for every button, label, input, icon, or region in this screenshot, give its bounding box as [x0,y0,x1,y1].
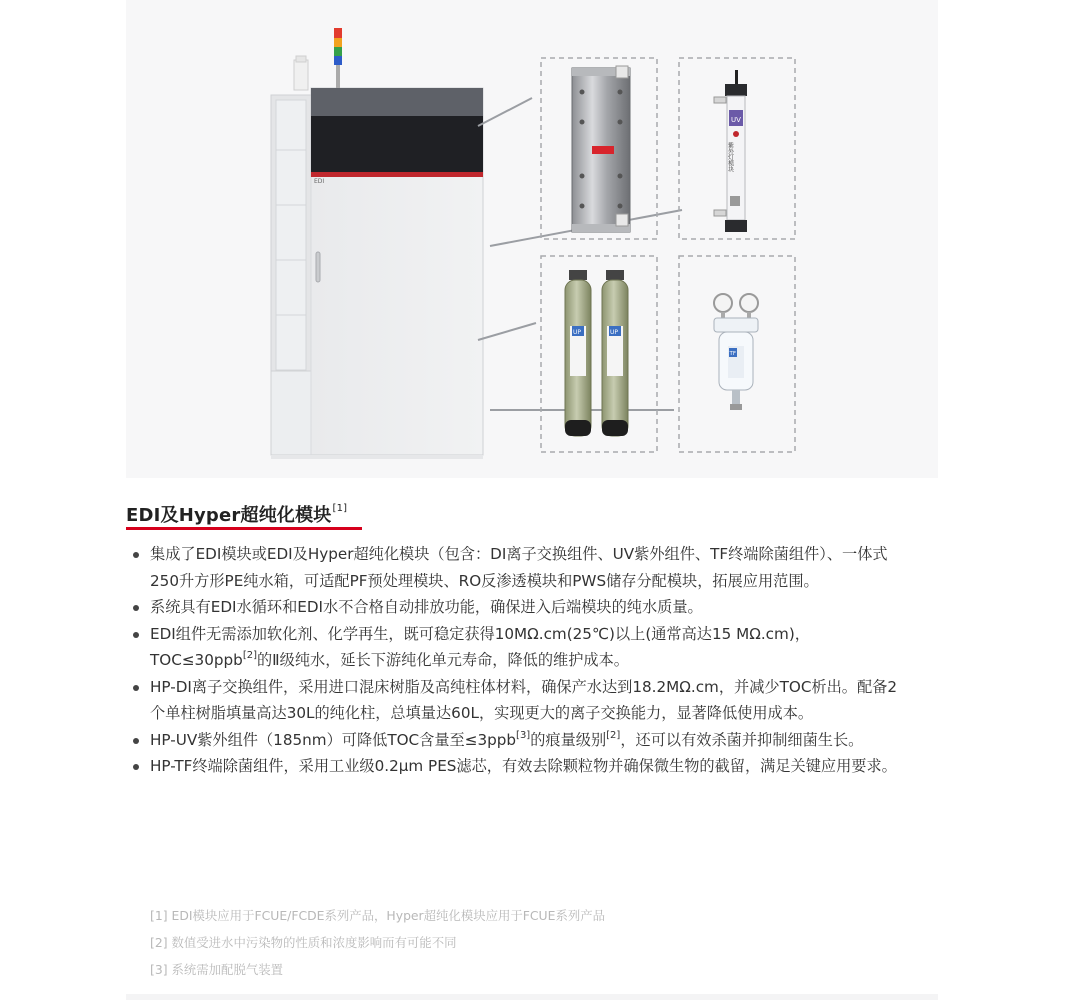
feature-item [131,621,911,674]
bullet-dot [133,738,139,744]
feature-text: HP-DI离子交换组件，采用进口混床树脂及高纯柱体材料，确保产水达到18.2MΩ.cm，并减少TOC析出。配备2个单柱树脂填量高达30L的纯化柱，总填量达60L，实现更大的离子交换能力，显著降低使用成本。 [150,677,898,722]
filter-tag: TF [729,351,737,357]
section-title-text: EDI及Hyper超纯化模块 [126,505,332,526]
footnote-ref: [2] [606,729,621,741]
di-column-tag-1: UP [573,329,582,336]
bullet-dot [133,552,139,558]
feature-text: HP-TF终端除菌组件，采用工业级0.2μm PES滤芯，有效去除颗粒物并确保微生物的截留，满足关键应用要求。 [150,757,897,775]
edi-stack-module [541,58,657,239]
feature-item [131,541,911,594]
uv-module-text: 紫外灯模块 [726,142,734,172]
product-figure [126,0,938,478]
feature-item [131,674,911,727]
bullet-dot [133,685,139,691]
section-title [126,495,347,530]
footnote: [1] EDI模块应用于FCUE/FCDE系列产品，Hyper超纯化模块应用于FCUE系列产品 [150,908,606,923]
feature-item [131,594,911,621]
feature-text: 系统具有EDI水循环和EDI水不合格自动排放功能，确保进入后端模块的纯水质量。 [150,598,703,616]
uv-lamp-module [679,58,795,239]
footnote: [2] 数值受进水中污染物的性质和浓度影响而有可能不同 [150,935,457,950]
section-title-underline [126,527,362,530]
feature-text: EDI组件无需添加软化剂、化学再生，既可稳定获得10MΩ.cm(25℃)以上(通常高达15 MΩ.cm)，TOC≤30ppb [150,624,810,669]
feature-text: HP-UV紫外组件（185nm）可降低TOC含量至≤3ppb [150,730,517,749]
di-columns-module [541,256,657,452]
section-title-footnote-ref: [1] [332,503,348,514]
feature-text: ，还可以有效杀菌并抑制细菌生长。 [620,730,864,749]
terminal-filter-module [679,256,795,452]
uv-module-tag: UV [731,116,741,124]
footnote-ref: [3] [516,729,531,741]
section-heading [126,495,347,531]
water-system-cabinet [271,28,483,459]
feature-text: 的Ⅱ级纯水，延长下游纯化单元寿命，降低的维护成本。 [256,651,629,669]
bullet-dot [133,605,139,611]
bullet-dot [133,764,139,770]
di-column-tag-2: UP [610,329,619,336]
footnote-list [150,902,605,983]
feature-text: 的痕量级别 [530,730,607,749]
edi-system-illustration [126,0,938,478]
bottom-divider [126,994,938,1000]
feature-item [131,727,911,754]
bullet-dot [133,632,139,638]
feature-item [131,753,911,780]
footnote-ref: [2] [242,650,257,661]
footnote: [3] 系统需加配脱气装置 [150,962,284,977]
cabinet-label: EDI [314,178,325,185]
feature-list [131,541,911,780]
feature-text: 集成了EDI模块或EDI及Hyper超纯化模块（包含：DI离子交换组件、UV紫外组件、TF终端除菌组件）、一体式250升方形PE纯水箱，可适配PF预处理模块、RO反渗透模块和PWS储存分配模块，拓展应用范围。 [150,545,888,590]
